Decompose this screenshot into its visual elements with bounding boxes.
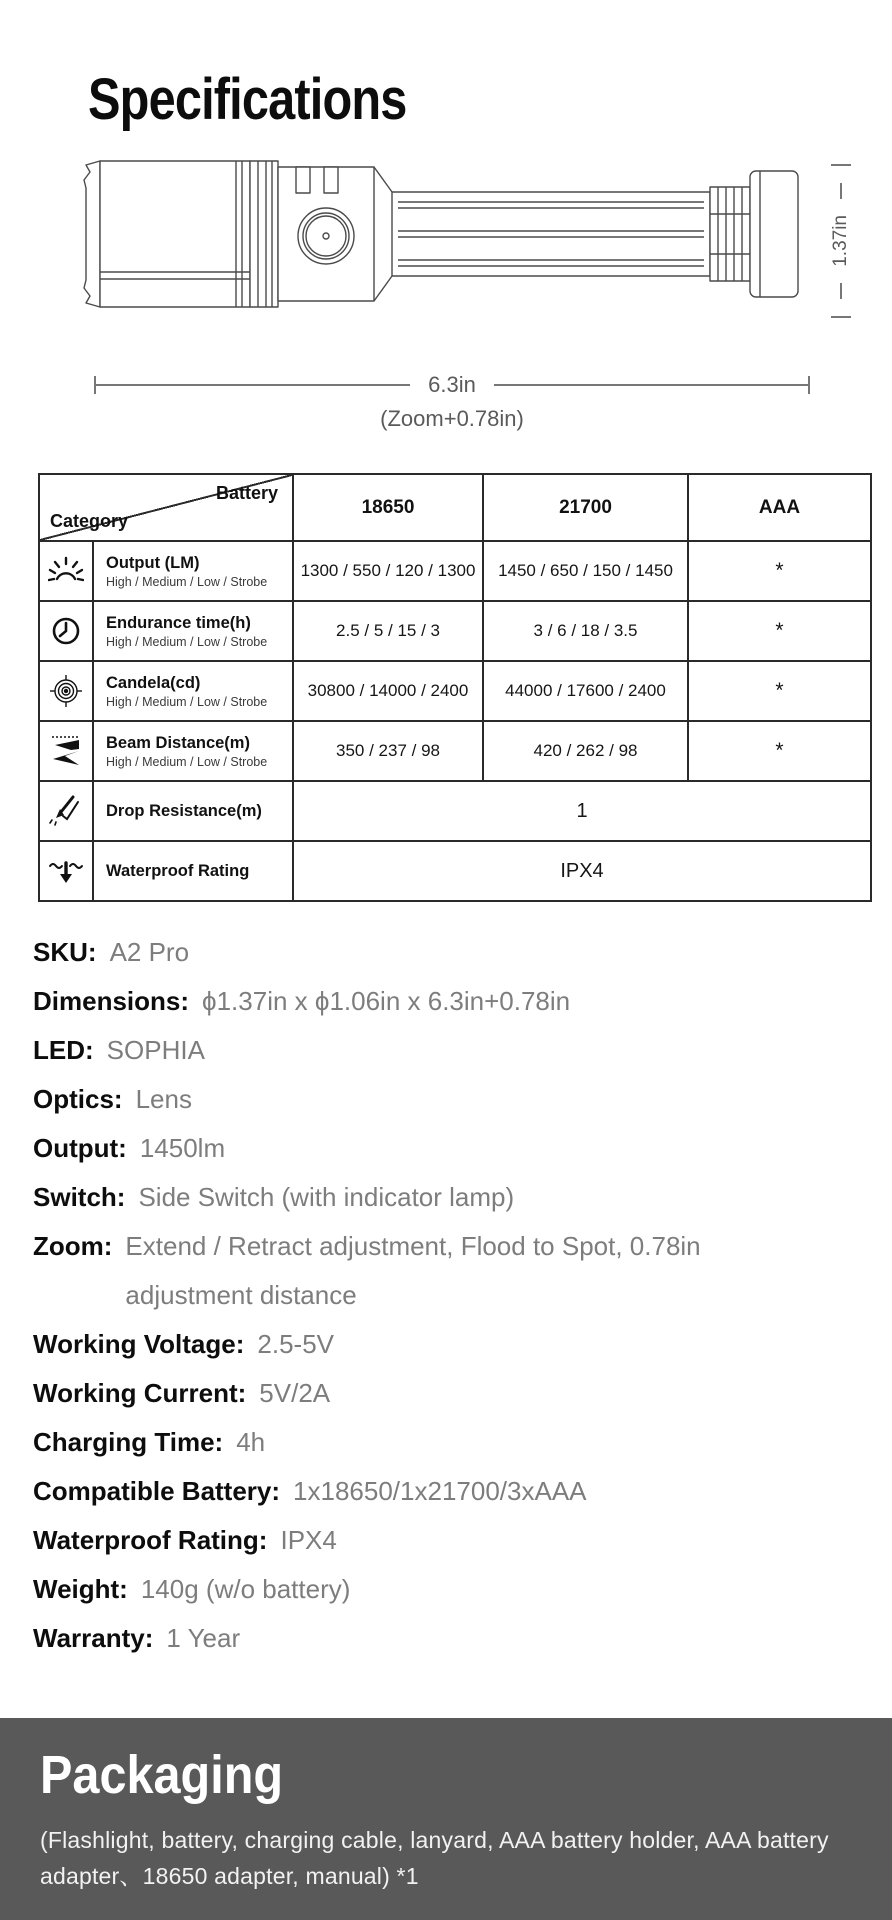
detail-value: 4h (236, 1427, 266, 1457)
details-list (33, 928, 873, 1663)
corner-category-label: Category (50, 511, 129, 531)
detail-value: 1450lm (139, 1133, 226, 1163)
detail-label: Output: (33, 1133, 127, 1163)
row-sublabel: High / Medium / Low / Strobe (106, 635, 268, 649)
diameter-dimension-label: 1.37in (830, 215, 851, 267)
table-row-beam-distance (39, 721, 871, 781)
row-label: Beam Distance(m) (106, 734, 250, 752)
dimension-line (96, 384, 410, 386)
detail-label: Switch: (33, 1182, 126, 1212)
table-header-row (39, 474, 871, 541)
row-label: Drop Resistance(m) (106, 802, 262, 820)
detail-value: 140g (w/o battery) (140, 1574, 351, 1604)
detail-label: Waterproof Rating: (33, 1525, 268, 1555)
detail-row-compatible-battery (33, 1467, 873, 1516)
cell-beam-21700: 420 / 262 / 98 (483, 721, 688, 781)
length-dimension-label: 6.3in (428, 372, 476, 397)
row-label: Waterproof Rating (106, 862, 250, 880)
detail-value: 5V/2A (259, 1378, 331, 1408)
detail-row-optics (33, 1075, 873, 1124)
clock-icon (39, 601, 93, 661)
detail-label: Zoom: (33, 1231, 113, 1261)
detail-row-switch (33, 1173, 873, 1222)
row-label: Candela(cd) (106, 674, 201, 692)
row-sublabel: High / Medium / Low / Strobe (106, 575, 268, 589)
row-label: Endurance time(h) (106, 614, 251, 632)
cell-waterproof-rating: IPX4 (293, 841, 871, 901)
detail-label: LED: (33, 1035, 94, 1065)
dimension-line (494, 384, 808, 386)
row-label-cell (93, 541, 293, 601)
page-title: Specifications (88, 67, 407, 132)
detail-label: Compatible Battery: (33, 1476, 281, 1506)
detail-row-dimensions (33, 977, 873, 1026)
cell-output-18650: 1300 / 550 / 120 / 1300 (293, 541, 483, 601)
table-row-waterproof (39, 841, 871, 901)
row-label: Output (LM) (106, 554, 200, 572)
detail-label: Working Current: (33, 1378, 247, 1408)
detail-label: Optics: (33, 1084, 123, 1114)
detail-label: Dimensions: (33, 986, 190, 1016)
detail-value: Extend / Retract adjustment, Flood to Spot, 0.78in adjustment distance (125, 1231, 701, 1310)
detail-row-working-voltage (33, 1320, 873, 1369)
detail-value: A2 Pro (109, 937, 190, 967)
cell-output-21700: 1450 / 650 / 150 / 1450 (483, 541, 688, 601)
length-dimension (94, 372, 810, 398)
cell-candela-aaa: * (688, 661, 871, 721)
cell-endurance-18650: 2.5 / 5 / 15 / 3 (293, 601, 483, 661)
detail-value: 2.5-5V (257, 1329, 334, 1359)
column-header-18650: 18650 (293, 474, 483, 541)
detail-value: 1x18650/1x21700/3xAAA (293, 1476, 587, 1506)
detail-row-led (33, 1026, 873, 1075)
detail-label: SKU: (33, 937, 97, 967)
cell-endurance-aaa: * (688, 601, 871, 661)
diameter-dimension (818, 164, 864, 318)
cell-endurance-21700: 3 / 6 / 18 / 3.5 (483, 601, 688, 661)
packaging-title: Packaging (40, 1745, 284, 1805)
drop-impact-icon (39, 781, 93, 841)
dimension-tick (831, 164, 851, 166)
detail-row-sku (33, 928, 873, 977)
table-row-output (39, 541, 871, 601)
row-sublabel: High / Medium / Low / Strobe (106, 755, 268, 769)
dimension-tick (808, 376, 810, 394)
dimension-tick (831, 316, 851, 318)
detail-row-warranty (33, 1614, 873, 1663)
detail-value: 1 Year (166, 1623, 241, 1653)
table-row-endurance (39, 601, 871, 661)
row-label-cell (93, 841, 293, 901)
column-header-21700: 21700 (483, 474, 688, 541)
detail-row-zoom (33, 1222, 873, 1320)
detail-value: SOPHIA (106, 1035, 205, 1065)
candela-target-icon (39, 661, 93, 721)
cell-output-aaa: * (688, 541, 871, 601)
table-row-drop-resistance (39, 781, 871, 841)
detail-label: Warranty: (33, 1623, 154, 1653)
dimension-line (840, 283, 842, 299)
cell-candela-21700: 44000 / 17600 / 2400 (483, 661, 688, 721)
detail-row-weight (33, 1565, 873, 1614)
detail-row-working-current (33, 1369, 873, 1418)
detail-label: Weight: (33, 1574, 128, 1604)
detail-value: IPX4 (280, 1525, 337, 1555)
zoom-extension-label: (Zoom+0.78in) (380, 406, 524, 431)
cell-beam-aaa: * (688, 721, 871, 781)
row-label-cell (93, 721, 293, 781)
corner-battery-label: Battery (215, 483, 278, 503)
detail-row-charging-time (33, 1418, 873, 1467)
packaging-section (0, 1718, 892, 1920)
packaging-description: (Flashlight, battery, charging cable, lanyard, AAA battery holder, AAA battery adapter、18650 adapter, manual) *1 (40, 1827, 829, 1889)
detail-row-output (33, 1124, 873, 1173)
dimension-line (840, 183, 842, 199)
column-header-aaa: AAA (688, 474, 871, 541)
row-sublabel: High / Medium / Low / Strobe (106, 695, 268, 709)
row-label-cell (93, 601, 293, 661)
detail-label: Working Voltage: (33, 1329, 245, 1359)
detail-row-waterproof-rating (33, 1516, 873, 1565)
waterproof-icon (39, 841, 93, 901)
cell-drop-resistance: 1 (293, 781, 871, 841)
detail-label: Charging Time: (33, 1427, 224, 1457)
row-label-cell (93, 661, 293, 721)
table-row-candela (39, 661, 871, 721)
detail-value: Lens (135, 1084, 192, 1114)
beam-distance-icon (39, 721, 93, 781)
cell-candela-18650: 30800 / 14000 / 2400 (293, 661, 483, 721)
detail-value: Side Switch (with indicator lamp) (138, 1182, 515, 1212)
row-label-cell (93, 781, 293, 841)
corner-header-cell (39, 474, 293, 541)
cell-beam-18650: 350 / 237 / 98 (293, 721, 483, 781)
spec-table (38, 473, 872, 902)
detail-value: ϕ1.37in x ϕ1.06in x 6.3in+0.78in (202, 986, 571, 1016)
brightness-icon (39, 541, 93, 601)
flashlight-diagram (72, 158, 812, 310)
